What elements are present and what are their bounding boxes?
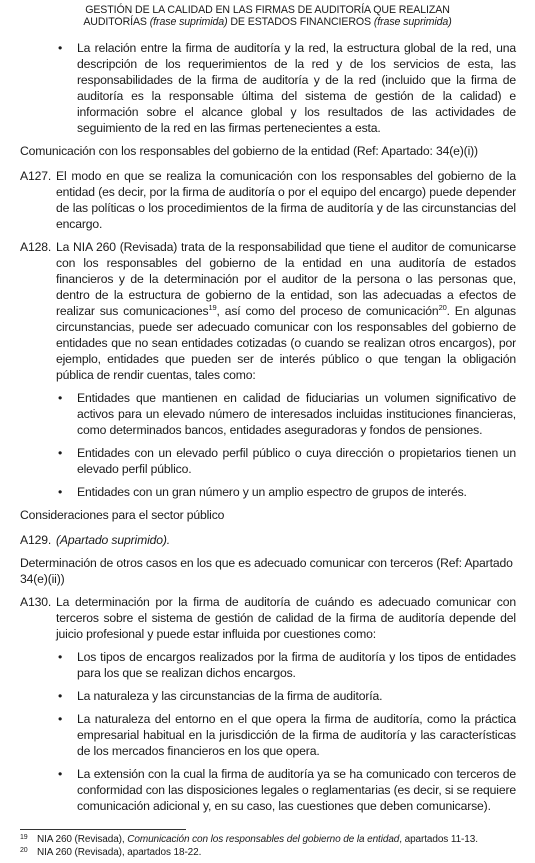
list-item bbox=[20, 766, 516, 814]
bullet-text: La naturaleza del entorno en el que opera la firma de auditoría, como la práctica empresarial habitual en la jurisdicción de la firma de auditoría y las características de los mercados financieros en los que opera. bbox=[77, 712, 516, 758]
footnote-19 bbox=[20, 834, 520, 847]
list-item bbox=[20, 445, 516, 477]
paragraph-a130 bbox=[20, 594, 516, 642]
list-item bbox=[20, 688, 516, 704]
paragraph-text: El modo en que se realiza la comunicación con los responsables del gobierno de la entidad (es decir, por la firma de auditoría o por el equipo del encargo) puede depender de las políticas o los procedimientos de la firma de auditoría y de las circunstancias del encargo. bbox=[56, 169, 516, 231]
paragraph-number: A129. bbox=[20, 533, 52, 547]
list-item bbox=[20, 484, 516, 500]
paragraph-number: A130. bbox=[20, 595, 52, 609]
footnote-text: Comunicación con los responsables del gobierno de la entidad bbox=[127, 834, 400, 845]
list-item bbox=[20, 711, 516, 759]
bullet-icon: • bbox=[58, 689, 63, 703]
footnote-number: 19 bbox=[20, 834, 28, 841]
paragraph-text: La determinación por la firma de auditoría de cuándo es adecuado comunicar con terceros sobre el sistema de gestión de calidad de la firma de auditoría depende del juicio profesional y puede estar influida por cuestiones como: bbox=[56, 595, 516, 641]
section-heading: Determinación de otros casos en los que es adecuado comunicar con terceros (Ref: Apartado 34(e)(ii)) bbox=[20, 556, 513, 586]
section-heading: Comunicación con los responsables del gobierno de la entidad (Ref: Apartado: 34(e)(i)) bbox=[20, 144, 478, 158]
paragraph-a129 bbox=[20, 532, 516, 548]
bullet-icon: • bbox=[58, 41, 63, 55]
bullet-text: La naturaleza y las circunstancias de la firma de auditoría. bbox=[77, 689, 383, 703]
footnote-text: NIA 260 (Revisada), bbox=[37, 834, 128, 845]
paragraph-a128 bbox=[20, 239, 516, 383]
bullet-icon: • bbox=[58, 485, 63, 499]
paragraph-a127 bbox=[20, 168, 516, 232]
bullet-text: Los tipos de encargos realizados por la firma de auditoría y los tipos de entidades para los que se realizan dichos encargos. bbox=[77, 650, 516, 680]
bullet-icon: • bbox=[58, 767, 63, 781]
list-item bbox=[20, 390, 516, 438]
footnotes bbox=[20, 834, 520, 859]
footnote-text: NIA 260 (Revisada), apartados 18-22. bbox=[37, 846, 202, 858]
bullet-text: Entidades con un gran número y un amplio espectro de grupos de interés. bbox=[77, 485, 467, 499]
bullet-icon: • bbox=[58, 391, 63, 405]
footnote-ref[interactable]: 19 bbox=[208, 302, 217, 312]
paragraph-text: . En algunas circunstancias, puede ser adecuado comunicar con los responsables del gobierno de entidades que no sean entidades cotizadas (o cuando se realizan otros encargos), por ejemplo, entidades que pueden ser de interés público o que tengan la obligación pública de rendir cuentas, tales como: bbox=[56, 304, 516, 382]
header-line-2: AUDITORÍAS (frase suprimida) DE ESTADOS FINANCIEROS (frase suprimida) bbox=[83, 16, 452, 28]
bullet-icon: • bbox=[58, 650, 63, 664]
list-item bbox=[20, 40, 516, 136]
footnote-20 bbox=[20, 847, 520, 860]
bullet-icon: • bbox=[58, 712, 63, 726]
page-body bbox=[20, 40, 516, 821]
bullet-icon: • bbox=[58, 446, 63, 460]
paragraph-number: A127. bbox=[20, 169, 52, 183]
paragraph-number: A128. bbox=[20, 240, 52, 254]
bullet-text: La relación entre la firma de auditoría y la red, la estructura global de la red, una descripción de los requerimientos de la red y de los servicios de esta, las responsabilidades de la firma de auditoría y de la red (incluido que la firma de auditoría es la responsable última del sistema de gestión de la calidad) e información sobre el alcance global y los resultados de las actividades de seguimiento de la red en las firmas pertenecientes a esta. bbox=[77, 41, 516, 135]
bullet-text: La extensión con la cual la firma de auditoría ya se ha comunicado con terceros de conformidad con las disposiciones legales o reglamentarias (es decir, si se requiere comunicación adicional y, en su caso, las cuestiones que deben comunicarse). bbox=[77, 767, 516, 813]
footnote-number: 20 bbox=[20, 846, 28, 854]
running-header bbox=[0, 4, 535, 28]
footnote-ref[interactable]: 20 bbox=[438, 302, 447, 312]
header-line-1: GESTIÓN DE LA CALIDAD EN LAS FIRMAS DE AUDITORÍA QUE REALIZAN bbox=[85, 4, 450, 16]
paragraph-text: , así como del proceso de comunicación bbox=[216, 304, 439, 318]
list-item bbox=[20, 649, 516, 681]
bullet-text: Entidades que mantienen en calidad de fiduciarias un volumen significativo de activos para un elevado número de interesados incluidas instituciones financieras, como determinados bancos, entidades aseguradoras y fondos de pensiones. bbox=[77, 391, 516, 437]
footnote-divider bbox=[20, 829, 186, 830]
section-heading: Consideraciones para el sector público bbox=[20, 508, 225, 522]
bullet-text: Entidades con un elevado perfil público o cuya dirección o propietarios tienen un elevado perfil público. bbox=[77, 446, 516, 476]
footnote-text: , apartados 11-13. bbox=[399, 834, 478, 845]
paragraph-text: (Apartado suprimido). bbox=[56, 533, 171, 547]
paragraph-text: La NIA 260 (Revisada) trata de la responsabilidad que tiene el auditor de comunicarse con los responsables del gobierno de la entidad en una auditoría de estados financieros y de la determinación por el auditor de la persona o las personas que, dentro de la estructura de gobierno de la entidad, son las adecuadas a efectos de realizar sus comunicaciones bbox=[56, 240, 516, 318]
